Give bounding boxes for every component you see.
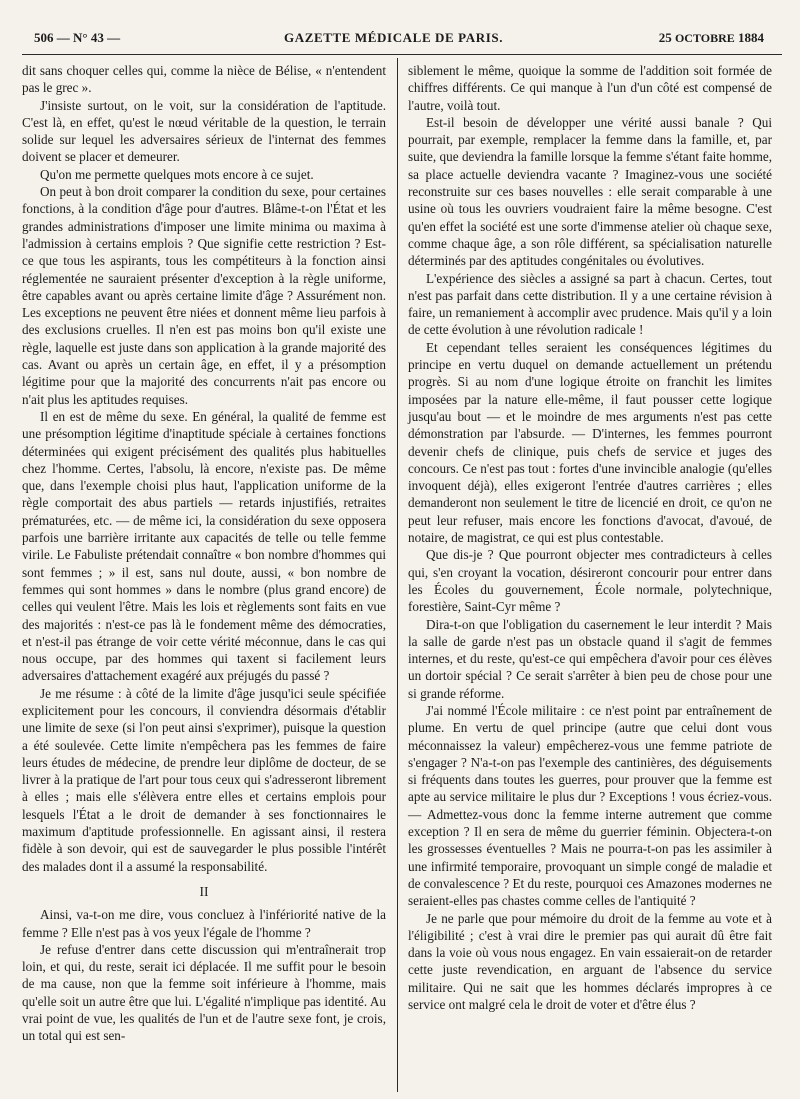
paragraph: siblement le même, quoique la somme de l'addition soit formée de chiffres différents. Ce qui manque à l'un d'un côté est compensé de l'autre, voilà tout. — [408, 63, 772, 113]
paragraph: L'expérience des siècles a assigné sa part à chacun. Certes, tout n'est pas parfait dans cette distribution. Il y a une certaine révision à faire, un remaniement à accomplir avec prudence. Mais qu'il y a loin de cette évolution à une révolution radicale ! — [408, 270, 772, 338]
section-number: II — [199, 883, 209, 899]
date-year: 1884 — [738, 30, 764, 45]
paragraph: Je refuse d'entrer dans cette discussion qui m'entraînerait trop loin, et qui, du reste, serait ici déplacée. Il me suffit pour le besoin de ma cause, non que la femme soit inférieure à l'homme, mais qu'elle soit un autre être que lui. L'égalité n'implique pas identité. Au vrai point de vue, les qualités de l'un et de l'autre sexe font, je crois, un total qui est sen- — [22, 941, 386, 1044]
page-number-issue: 506 — N° 43 — — [34, 30, 121, 45]
paragraph: J'ai nommé l'École militaire : ce n'est point par entraînement de plume. En vertu de quel principe (autre que celui dont vous méconnaissez la valeur) empêcherez-vous une femme patriote de s'engager ? N'a-t-on pas l'exemple des cantinières, des déguisements si fréquents dans toutes les guerres, pour prouver que la femme est apte au service militaire le plus dur ? Exceptions ! vous écriez-vous. — Admettez-vous donc la femme interne autrement que comme exception ? Il en sera de même du guerrier féminin. Objectera-t-on les grossesses éventuelles ? Mais ne pourra-t-on pas les assimiler à une infirmité temporaire, provoquant un simple congé de maladie et de convalescence ? Et du reste, pourquoi ces Amazones modernes ne seraient-elles pas chastes comme celles de l'antiquité ? — [408, 702, 772, 909]
paragraph: Je ne parle que pour mémoire du droit de la femme au vote et à l'éligibilité ; c'est à vrai dire le premier pas qui aurait dû être fait dans la voie où vous nous engagez. En vain essaierait-on de retarder cette juste revendication, en arguant de l'absence du service militaire. Qui ne sait que les hommes déclarés impropres à ce service ont malgré cela le droit de voter et d'être élus ? — [408, 910, 772, 1013]
date-month: OCTOBRE — [674, 31, 735, 45]
paragraph: dit sans choquer celles qui, comme la nièce de Bélise, « n'entendent pas le grec ». — [22, 63, 386, 96]
date-day: 25 — [658, 30, 672, 45]
left-column — [22, 62, 386, 1045]
right-column — [408, 62, 772, 1013]
paragraph: Je me résume : à côté de la limite d'âge jusqu'ici seule spécifiée explicitement pour les concours, il conviendra désormais d'établir une limite de sexe (si l'on peut ainsi s'exprimer), puisque la question a été soulevée. Cette limite n'empêchera pas les femmes de faire leurs études de médecine, de prendre leur diplôme de docteur, de se livrer à la pratique de l'art pour tous ceux qui s'adresseront librement à elles ; mais elle s'élèvera entre elles et certains emplois pour lesquels l'État a le droit de demander à ses fonctionnaires le maximum d'aptitude professionnelle. En agissant ainsi, il restera fidèle à son devoir, qui est de sauvegarder le plus possible l'intérêt des malades dont il a assumé la responsabilité. — [22, 685, 386, 874]
page-header — [34, 30, 764, 54]
journal-title: GAZETTE MÉDICALE DE PARIS. — [284, 30, 504, 45]
paragraph: Est-il besoin de développer une vérité aussi banale ? Qui pourrait, par exemple, remplacer la femme dans la famille, et, par suite, que deviendra la famille lorsque la femme s'étant faite homme, sa place actuelle deviendra vacante ? Imaginez-vous une société reconstruite sur ces bases nouvelles : elle serait comparable à une usine où tous les ouvriers voudraient faire la même besogne. C'est qu'en effet la société est une sorte d'immense atelier où chaque sexe, comme chaque âge, a son rôle différent, sa spécialisation naturelle déterminés par des aptitudes congénitales ou évolutives. — [408, 114, 772, 269]
column-divider — [397, 58, 398, 1092]
paragraph: On peut à bon droit comparer la condition du sexe, pour certaines fonctions, à la condition d'âge pour d'autres. Blâme-t-on l'État et les grandes administrations d'imposer une limite minima ou maxima à l'admission à certains emplois ? Que signifie cette restriction ? Est-ce que tous les aspirants, tous les compétiteurs à la fonction ainsi réglementée ne sauraient présenter d'exception à la règle uniforme, être capables avant ou après certaine limite d'âge ? Assurément non. Les exceptions ne peuvent être niées et donnent même lieu parfois à des exclusions cruelles. Il n'en est pas moins bon qu'il existe une règle, laquelle est juste dans son application à la grande majorité des cas. Avant ou après un certain âge, en effet, il y a présomption légitime pour que la majorité des concurrents n'ait pas encore ou n'ait plus les aptitudes requises. — [22, 184, 386, 407]
paragraph: J'insiste surtout, on le voit, sur la considération de l'aptitude. C'est là, en effet, qu'est le nœud véritable de la question, le terrain solide sur lequel les adversaires sérieux de l'internat des femmes doivent se placer et demeurer. — [22, 97, 386, 165]
paragraph: Dira-t-on que l'obligation du casernement le leur interdit ? Mais la salle de garde n'est pas un obstacle quand il s'agit de femmes internes, et du reste, qu'est-ce qui empêchera d'avoir pour ces élèves un dortoir spécial ? Ce serait s'arrêter à bien peu de chose pour une si grande réforme. — [408, 616, 772, 701]
paragraph: Que dis-je ? Que pourront objecter mes contradicteurs à celles qui, s'en croyant la vocation, désireront concourir pour entrer dans les Écoles du gouvernement, École normale, polytechnique, forestière, Saint-Cyr même ? — [408, 547, 772, 615]
header-rule — [22, 54, 782, 55]
paragraph: Il en est de même du sexe. En général, la qualité de femme est une présomption légitime d'inaptitude spéciale à certaines fonctions déterminées qui exigent précisément des qualités plus habituelles chez l'homme. Certes, l'absolu, là encore, n'existe pas. De même que, dans l'exemple choisi plus haut, l'application uniforme de la règle comportait des abus partiels — retards injustifiés, retraites prématurées, etc. — de même ici, la considération du sexe opposera parfois une barrière irritante aux capacités de telle ou telle femme virile. Le Fabuliste prétendait connaître « bon nombre d'hommes qui sont femmes ; » il est, sans nul doute, aussi, « bon nombre de femmes qui sont hommes » dans le nombre (plus grand encore) de celles qui veulent l'être. Mais les lois et règlements sont faits en vue des majorités : n'est-ce pas là le fondement même des démocraties, et n'est-il pas étrange de voir cette vérité méconnue, dans le cas qui nous occupe, par des hommes qui taxent si facilement leurs adversaires d'attachement exagéré aux préjugés du passé ? — [22, 408, 386, 684]
paragraph: Et cependant telles seraient les conséquences légitimes du principe en vertu duquel on demande actuellement un prétendu progrès. Si au nom d'une logique étroite on franchit les limites imposées par la nature elle-même, il faut pousser cette logique jusqu'au bout — et le moindre de mes arguments n'est pas cette démonstration par l'absurde. — D'internes, les femmes pourront devenir chefs de clinique, puis chefs de service et juges des concours. Ce n'est pas tout : fortes d'une invincible analogie (qu'elles invoquent déjà), elles exigeront l'entrée d'autres carrières ; elles demanderont non seulement le titre de licencié en droit, ce qu'on ne peut leur refuser, mais encore les fonctions d'avocat, d'avoué, de notaire, de magistrat, ce qui est plus contestable. — [408, 339, 772, 546]
paragraph: Ainsi, va-t-on me dire, vous concluez à l'infériorité native de la femme ? Elle n'est pas à vos yeux l'égale de l'homme ? — [22, 907, 386, 940]
paragraph: Qu'on me permette quelques mots encore à ce sujet. — [40, 166, 314, 182]
issue-date — [659, 30, 764, 46]
